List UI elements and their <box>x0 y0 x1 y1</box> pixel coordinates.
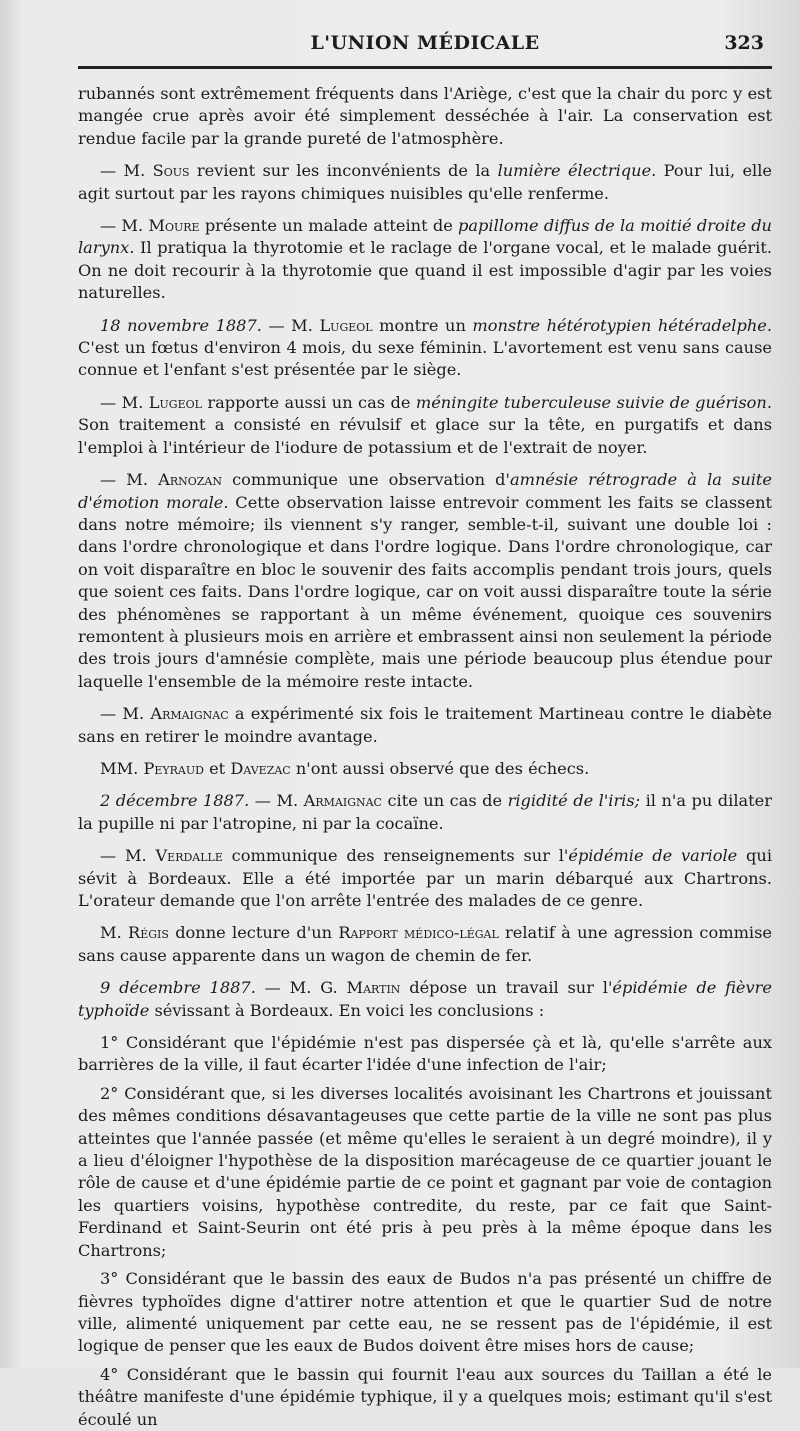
page-header <box>78 30 772 66</box>
session-date: 18 novembre 1887. <box>100 315 262 335</box>
paragraph-mid: présente un malade atteint de <box>199 216 459 236</box>
paragraph <box>78 1364 772 1431</box>
paragraph <box>78 977 772 1022</box>
paragraph-mid: revient sur les inconvénients de la <box>189 161 498 181</box>
paragraph-text: Pour lui, elle agit surtout par les rayons chimiques nuisibles qu'elle renferme. <box>78 161 772 203</box>
session-date: 9 décembre 1887. <box>100 978 256 998</box>
paragraph <box>78 469 772 693</box>
paragraph <box>78 160 772 205</box>
paragraph-mid: communique une observation d' <box>221 470 510 490</box>
topic-title: rigidité de l'iris; <box>507 791 641 811</box>
paragraph-lead: — M. <box>100 470 159 490</box>
member-name: Lugeol <box>148 392 202 412</box>
paragraph-text: qui sévit à Bordeaux. Elle a été importée par un marin débarqué aux Chartrons. L'orateur demande que l'on arrête l'entrée des malades de ce genre. <box>78 846 772 910</box>
member-name-2: Rapport médico-légal <box>338 923 499 943</box>
paragraph-text: 4° Considérant que le bassin qui fournit l'eau aux sources du Taillan a été le théâtre manifeste d'une épidémie typhique, il y a quelques mois; estimant qu'il s'est écoulé un <box>78 1364 772 1429</box>
member-name: Arnozan <box>158 470 222 490</box>
topic-title: épidémie de fièvre typhoïde <box>78 978 772 1020</box>
paragraph <box>78 703 772 748</box>
paragraph-text: Son traitement a consisté en révulsif et glace sur la tête, en purgatifs et dans l'emploi à l'intérieur de l'iodure de potassium et de l'extrait de noyer. <box>78 415 772 457</box>
paragraph-text: n'ont aussi observé que des échecs. <box>290 758 590 778</box>
page-number: 323 <box>724 32 764 54</box>
paragraph <box>78 392 772 459</box>
member-name: Armaignac <box>150 704 229 724</box>
topic-title: lumière électrique. <box>497 161 657 181</box>
paragraph <box>78 1083 772 1262</box>
session-date: 2 décembre 1887. <box>100 791 250 811</box>
topic-title: épidémie de variole <box>568 846 738 866</box>
member-name: Sous <box>152 161 190 181</box>
paragraph-lead: — M. <box>100 216 149 236</box>
paragraph <box>78 315 772 382</box>
member-name: Verdalle <box>155 846 223 866</box>
paragraph-text: il n'a pu dilater la pupille ni par l'atropine, ni par la cocaïne. <box>78 791 772 833</box>
paragraph <box>78 1032 772 1077</box>
topic-title: amnésie rétrograde à la suite d'émotion morale. <box>78 470 773 512</box>
paragraph <box>78 1268 772 1358</box>
paragraph-text: 1° Considérant que l'épidémie n'est pas dispersée çà et là, qu'elle s'arrête aux barrières de la ville, il faut écarter l'idée d'une infection de l'air; <box>78 1033 772 1075</box>
member-name: Martin <box>346 978 401 998</box>
paragraph-text: Il pratiqua la thyrotomie et le raclage de l'organe vocal, et le malade guérit. On ne doit recourir à la thyrotomie que quand il est impossible d'agir par les voies naturelles. <box>78 238 772 303</box>
topic-title: monstre hétérotypien hétéradelphe. <box>472 315 772 335</box>
member-name: Régis <box>128 923 169 943</box>
paragraph <box>78 83 772 150</box>
topic-title: papillome diffus de la moitié droite du larynx. <box>78 216 772 258</box>
member-name: Moure <box>148 216 200 236</box>
paragraph-lead: — M. <box>100 161 153 181</box>
member-name: Peyraud <box>143 758 204 778</box>
paragraph <box>78 790 772 835</box>
member-name: Lugeol <box>319 315 373 335</box>
paragraph-lead: — M. <box>100 704 151 724</box>
paragraph <box>78 215 772 305</box>
topic-title: méningite tuberculeuse suivie de guérison. <box>415 392 772 412</box>
paragraph-mid: dépose un travail sur l' <box>400 978 613 998</box>
paragraph-text: relatif à une agression commise sans cause apparente dans un wagon de chemin de fer. <box>78 923 772 965</box>
paragraph-mid: montre un <box>372 315 473 335</box>
paragraph-mid: cite un cas de <box>381 791 508 811</box>
header-rule <box>78 66 772 69</box>
paragraph-mid: et <box>203 758 231 778</box>
paragraph-mid: communique des renseignements sur l' <box>222 846 569 866</box>
article-body <box>78 83 772 1431</box>
paragraph <box>78 758 772 780</box>
member-name: Armaignac <box>303 791 382 811</box>
paragraph-text: Cette observation laisse entrevoir comment les faits se classent dans notre mémoire; ils viennent s'y ranger, semble-t-il, suivant une double loi : dans l'ordre chronologique et dans l'ordre logique. Dans l'ordre chronologique, car on voit disparaître en bloc le souvenir des faits accomplis pendant trois jours, quels que soient ces faits. Dans l'ordre logique, car on voit aussi disparaître toute la série des phénomènes se rapportant à un même événement, quoique ces souvenirs remontent à plusieurs mois en arrière et embrassent ainsi non seulement la période des trois jours d'amnésie complète, mais une période beaucoup plus étendue pour laquelle l'ensemble de la mémoire reste intacte. <box>78 492 772 691</box>
paragraph-text: sévissant à Bordeaux. En voici les conclusions : <box>149 1000 545 1020</box>
paragraph-mid: donne lecture d'un <box>168 923 339 943</box>
paragraph-lead: — M. <box>100 846 156 866</box>
paragraph-text: 2° Considérant que, si les diverses localités avoisinant les Chartrons et jouissant des mêmes conditions désavantageuses que cette partie de la ville ne sont pas plus atteintes que l'année passée (et même qu'elles le seraient à un degré moindre), il y a lieu d'éloigner l'hypothèse de la disposition marécageuse de ce quartier jouant le rôle de cause et d'une épidémie partie de ce point et gagnant par voie de contagion les quartiers voisins, hypothèse contredite, du reste, par ce fait que Saint-Ferdinand et Saint-Seurin ont été pris à peu près à la même époque dans les Chartrons; <box>78 1083 772 1260</box>
paragraph-lead: M. <box>100 923 129 943</box>
paragraph-text: 3° Considérant que le bassin des eaux de Budos n'a pas présenté un chiffre de fièvres typhoïdes digne d'attirer notre attention et que le quartier Sud de notre ville, alimenté uniquement par cette eau, ne se ressent pas de l'épidémie, il est logique de penser que les eaux de Budos doivent être mises hors de cause; <box>78 1269 772 1356</box>
paragraph-lead: — M. <box>249 791 304 811</box>
running-title: L'UNION MÉDICALE <box>310 32 540 54</box>
member-name-2: Davezac <box>230 758 291 778</box>
paragraph-text: C'est un fœtus d'environ 4 mois, du sexe féminin. L'avortement est venu sans cause connue et l'enfant s'est présentée par le siège. <box>78 338 772 380</box>
paragraph <box>78 845 772 912</box>
paragraph-lead: — M. <box>261 315 320 335</box>
paragraph-mid: rapporte aussi un cas de <box>201 392 416 412</box>
paragraph-text: rubannés sont extrêmement fréquents dans l'Ariège, c'est que la chair du porc y est mangée crue après avoir été simplement desséchée à l'air. La conservation est rendue facile par la grande pureté de l'atmosphère. <box>78 84 772 148</box>
paragraph <box>78 922 772 967</box>
paragraph-lead: — M. <box>100 392 149 412</box>
paragraph-lead: MM. <box>100 758 144 778</box>
paragraph-lead: — M. G. <box>255 978 347 998</box>
paragraph-text: a expérimenté six fois le traitement Martineau contre le diabète sans en retirer le moindre avantage. <box>78 704 773 746</box>
